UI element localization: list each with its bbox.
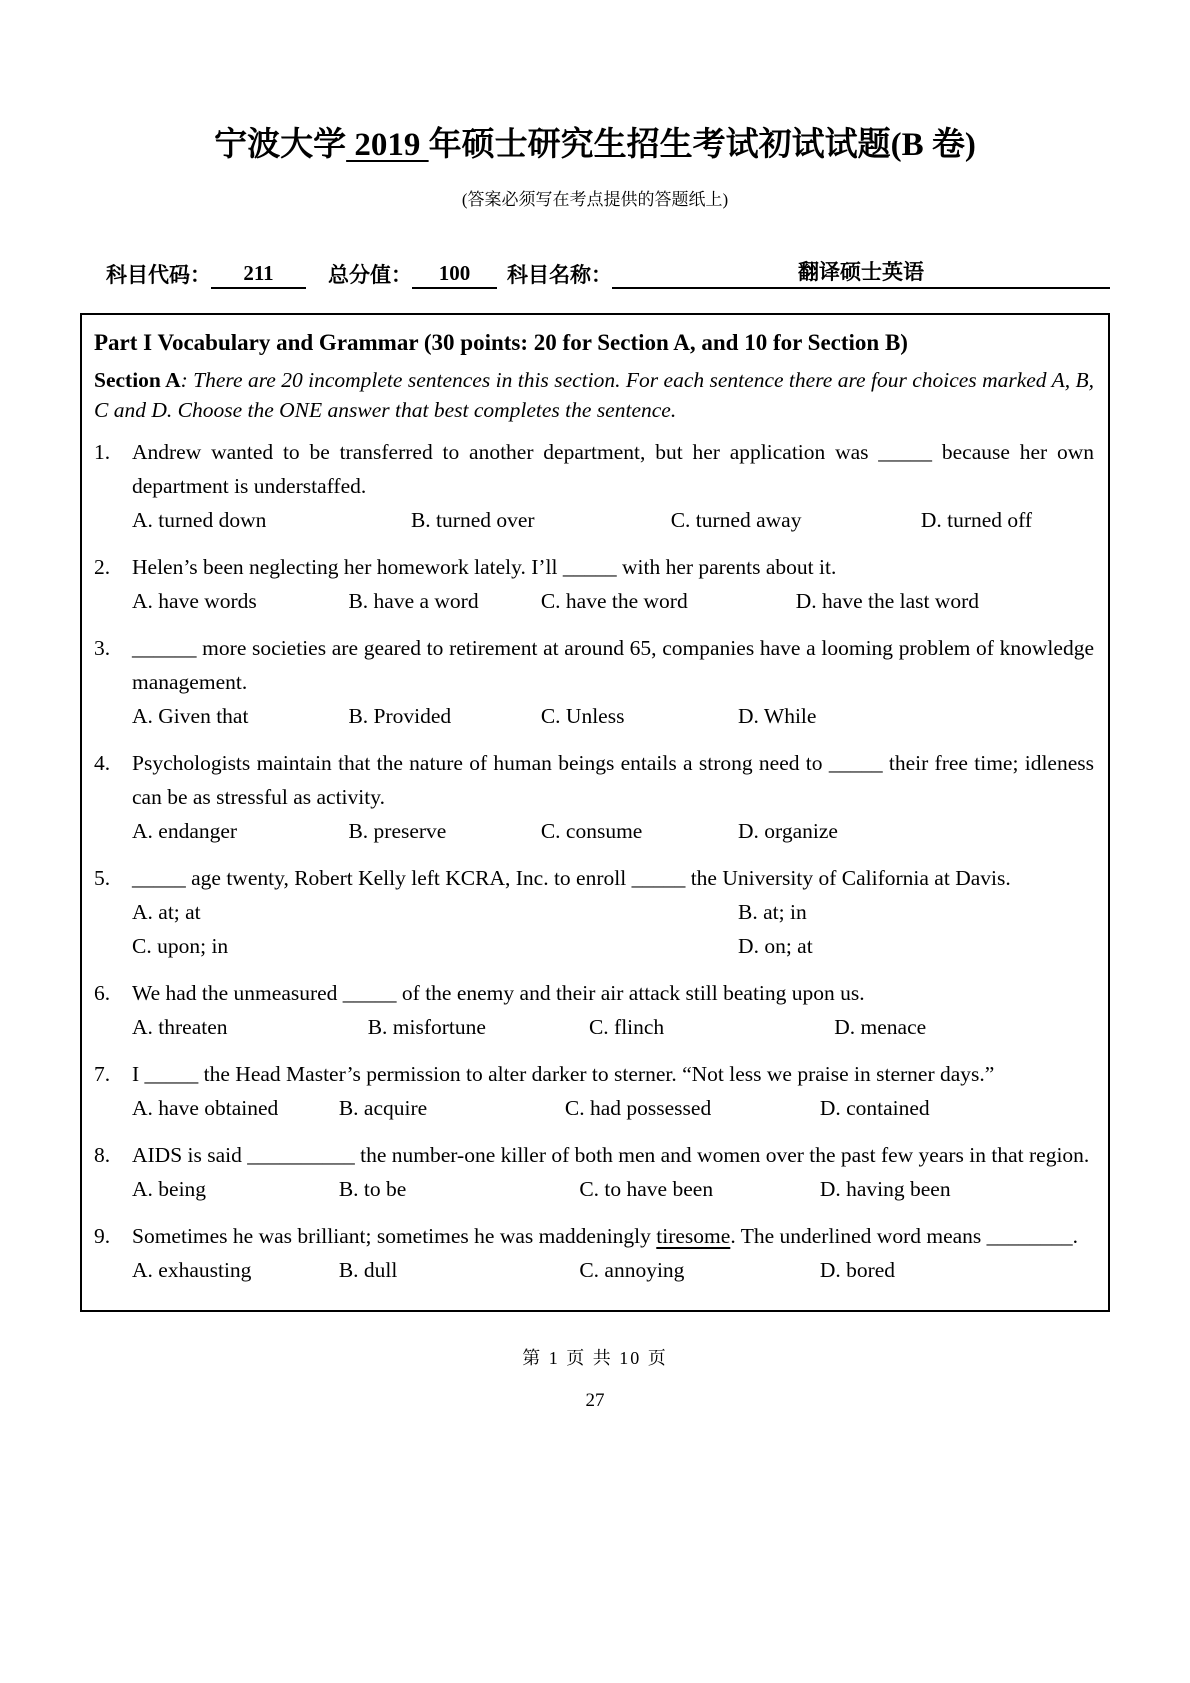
- title-prefix: 宁波大学: [214, 127, 347, 163]
- option-b: B. at; in: [738, 900, 807, 924]
- option-a: A. at; at: [132, 900, 201, 924]
- question-number: 1.: [94, 440, 111, 464]
- option-d: D. organize: [738, 819, 838, 843]
- question-options: [132, 895, 1094, 963]
- option-a: A. Given that: [132, 704, 249, 728]
- question-text: _____ age twenty, Robert Kelly left KCRA, Inc. to enroll _____ the University of California at Davis.: [132, 866, 1011, 890]
- option-b: B. dull: [338, 1258, 398, 1282]
- option-a: A. have words: [132, 589, 257, 613]
- part1-heading: Part I Vocabulary and Grammar (30 points: 20 for Section A, and 10 for Section B): [94, 330, 908, 355]
- option-c: C. turned away: [670, 508, 802, 532]
- subject-name-value: 翻译硕士英语: [612, 256, 1110, 289]
- total-points-label: 总分值：: [328, 263, 412, 287]
- question-3: [94, 631, 1094, 733]
- question-8: [94, 1138, 1094, 1206]
- question-4: [94, 746, 1094, 848]
- section-a-label: Section A: [94, 368, 181, 392]
- option-d: D. having been: [819, 1177, 951, 1201]
- section-a-instructions: : There are 20 incomplete sentences in this section. For each sentence there are four choices marked A, B, C and D. Choose the ONE answer that best completes the sentence.: [94, 368, 1094, 422]
- question-text: ______ more societies are geared to retirement at around 65, companies have a looming problem of knowledge management.: [132, 636, 1094, 694]
- question-number: 2.: [94, 555, 111, 579]
- question-text: I _____ the Head Master’s permission to alter darker to sterner. “Not less we praise in sterner days.”: [132, 1062, 995, 1086]
- question-number: 6.: [94, 981, 111, 1005]
- option-c: C. had possessed: [564, 1096, 712, 1120]
- option-c: C. Unless: [540, 704, 625, 728]
- question-options: [132, 584, 1094, 618]
- question-9: [94, 1219, 1094, 1287]
- subject-code-value: 211: [211, 261, 306, 289]
- question-text: [132, 1219, 1094, 1253]
- question-options: [132, 814, 1094, 848]
- question-number: 7.: [94, 1062, 111, 1086]
- question-text-post: . The underlined word means ________.: [730, 1224, 1079, 1248]
- question-5: [94, 861, 1094, 963]
- subject-meta-bar: [80, 256, 1110, 289]
- question-1: [94, 435, 1094, 537]
- title-year: 2019: [346, 127, 429, 163]
- exam-body-box: [80, 313, 1110, 1312]
- question-6: [94, 976, 1094, 1044]
- option-b: B. acquire: [338, 1096, 428, 1120]
- option-b: B. to be: [338, 1177, 407, 1201]
- page-title: [80, 118, 1110, 165]
- question-options: [132, 1172, 1094, 1206]
- option-b: B. turned over: [410, 508, 535, 532]
- question-options: [132, 1091, 1094, 1125]
- subject-name-label: 科目名称：: [507, 263, 612, 287]
- option-d: D. menace: [834, 1015, 927, 1039]
- option-a: A. turned down: [132, 508, 267, 532]
- option-d: D. on; at: [738, 934, 813, 958]
- question-text: Psychologists maintain that the nature of human beings entails a strong need to _____ their free time; idleness can be as stressful as activity.: [132, 751, 1094, 809]
- option-c: C. consume: [540, 819, 643, 843]
- page-footer: 第 1 页 共 10 页: [522, 1348, 668, 1368]
- option-c: C. annoying: [579, 1258, 685, 1282]
- question-number: 8.: [94, 1143, 111, 1167]
- option-a: A. exhausting: [132, 1258, 252, 1282]
- question-number: 5.: [94, 866, 111, 890]
- section-a-intro: [94, 365, 1094, 425]
- option-a: A. being: [132, 1177, 207, 1201]
- option-d: D. turned off: [920, 508, 1033, 532]
- option-b: B. Provided: [348, 704, 452, 728]
- option-d: D. While: [738, 704, 817, 728]
- option-c: C. to have been: [579, 1177, 714, 1201]
- question-text: Andrew wanted to be transferred to another department, but her application was _____ because her own department is understaffed.: [132, 440, 1094, 498]
- underlined-word: tiresome: [656, 1224, 731, 1248]
- question-options: [132, 1253, 1094, 1287]
- option-c: C. have the word: [540, 589, 688, 613]
- question-number: 3.: [94, 636, 111, 660]
- subject-code-label: 科目代码：: [106, 263, 211, 287]
- option-b: B. have a word: [348, 589, 479, 613]
- option-c: C. flinch: [588, 1015, 665, 1039]
- option-b: B. misfortune: [367, 1015, 486, 1039]
- option-d: D. have the last word: [795, 589, 980, 613]
- question-7: [94, 1057, 1094, 1125]
- option-a: A. have obtained: [132, 1096, 279, 1120]
- option-a: A. endanger: [132, 819, 238, 843]
- option-a: A. threaten: [132, 1015, 228, 1039]
- question-options: [132, 503, 1094, 537]
- option-c: C. upon; in: [132, 934, 229, 958]
- question-text: AIDS is said __________ the number-one killer of both men and women over the past few years in that region.: [132, 1143, 1090, 1167]
- option-d: D. bored: [819, 1258, 896, 1282]
- question-text: Helen’s been neglecting her homework lately. I’ll _____ with her parents about it.: [132, 555, 837, 579]
- question-number: 9.: [94, 1224, 111, 1248]
- question-2: [94, 550, 1094, 618]
- title-suffix: 年硕士研究生招生考试初试试题(B 卷): [428, 127, 976, 163]
- question-text: We had the unmeasured _____ of the enemy and their air attack still beating upon us.: [132, 981, 865, 1005]
- question-options: [132, 1010, 1094, 1044]
- option-b: B. preserve: [348, 819, 447, 843]
- question-options: [132, 699, 1094, 733]
- answer-sheet-notice: (答案必须写在考点提供的答题纸上): [461, 190, 729, 209]
- document-page-number: 27: [585, 1390, 605, 1411]
- question-text-pre: Sometimes he was brilliant; sometimes he was maddeningly: [132, 1224, 657, 1248]
- option-d: D. contained: [819, 1096, 930, 1120]
- total-points-value: 100: [412, 261, 497, 289]
- question-number: 4.: [94, 751, 111, 775]
